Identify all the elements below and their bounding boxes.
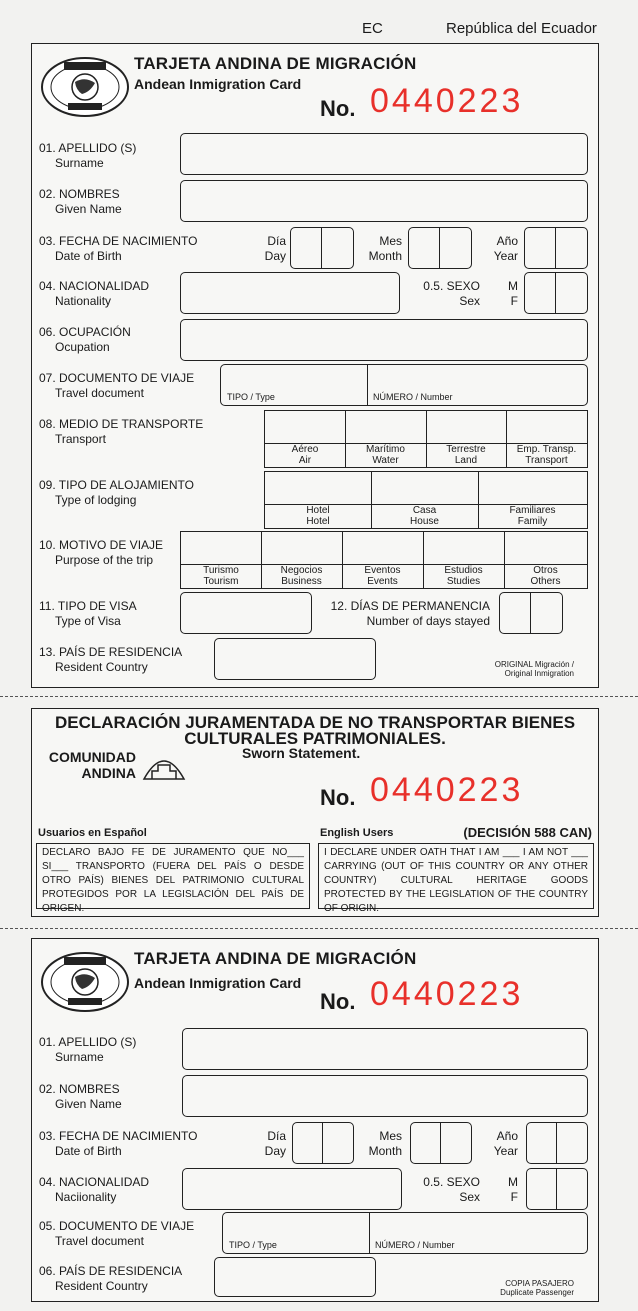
- card2-travel-doc-type-label: TIPO / Type: [229, 1240, 277, 1250]
- days-stayed-label: 12. DÍAS DE PERMANENCIA Number of days stayed: [330, 599, 490, 628]
- card-subtitle: Andean Inmigration Card: [134, 76, 302, 92]
- surname-label: 01. APELLIDO (S) Surname: [39, 141, 137, 170]
- purpose-business[interactable]: Negocios Business: [280, 565, 323, 587]
- perforation-line: [0, 696, 638, 697]
- given-name-label: 02. NOMBRES Given Name: [39, 187, 122, 216]
- card2-dob-day-field[interactable]: [292, 1122, 354, 1164]
- days-stayed-field[interactable]: [499, 592, 563, 634]
- lodging-options: [264, 471, 588, 529]
- card2-year-label: Año Year: [493, 1129, 518, 1158]
- travel-doc-type-label: TIPO / Type: [227, 392, 275, 402]
- andean-seal-logo: [40, 56, 130, 118]
- purpose-tourism[interactable]: Turismo Tourism: [203, 565, 239, 587]
- dob-year-field[interactable]: [524, 227, 588, 269]
- declaration-subtitle: Sworn Statement.: [242, 745, 361, 761]
- dob-month-field[interactable]: [408, 227, 472, 269]
- nationality-field[interactable]: [180, 272, 400, 314]
- card2-travel-doc-number-label: NÚMERO / Number: [375, 1240, 455, 1250]
- card2-sex-label: 0.5. SEXO Sex: [423, 1175, 480, 1204]
- card2-serial-number: 0440223: [370, 975, 524, 1013]
- card2-surname-field[interactable]: [182, 1028, 588, 1070]
- card2-travel-doc-field[interactable]: [222, 1212, 588, 1254]
- purpose-label: 10. MOTIVO DE VIAJE Purpose of the trip: [39, 538, 164, 567]
- declaration-number-label: No.: [320, 785, 356, 810]
- spanish-declaration-box[interactable]: [36, 843, 310, 914]
- card2-nationality-label: 04. NACIONALIDAD Naciionality: [39, 1175, 150, 1204]
- dob-label: 03. FECHA DE NACIMIENTO Date of Birth: [39, 234, 198, 263]
- travel-doc-label: 07. DOCUMENTO DE VIAJE Travel document: [39, 371, 195, 400]
- card2-travel-doc-label: 05. DOCUMENTO DE VIAJE Travel document: [39, 1219, 195, 1248]
- lodging-label: 09. TIPO DE ALOJAMIENTO Type of lodging: [39, 478, 194, 507]
- card2-given-name-field[interactable]: [182, 1075, 588, 1117]
- residence-field[interactable]: [214, 638, 376, 680]
- card2-surname-label: 01. APELLIDO (S) Surname: [39, 1035, 137, 1064]
- year-label: Año Year: [493, 234, 518, 263]
- purpose-events[interactable]: Eventos Events: [364, 565, 401, 587]
- perforation-line-2: [0, 928, 638, 929]
- english-declaration-text: I DECLARE UNDER OATH THAT I AM ___ I AM NOT ___ CARRYING (OUT OF THIS COUNTRY OR ANY OTHER COUNTRY) CULTURAL HERITAGE GOODS PROTECTED BY THE LEGISLATION OF THE COUNTRY OF ORIGIN.: [324, 847, 588, 914]
- migration-card-original: [31, 43, 599, 688]
- month-label: Mes Month: [368, 234, 402, 263]
- card2-title: TARJETA ANDINA DE MIGRACIÓN: [134, 949, 417, 968]
- transport-air[interactable]: Aéreo Air: [291, 444, 319, 466]
- english-users-header: English Users: [320, 827, 394, 839]
- spanish-declaration-text: DECLARO BAJO FE DE JURAMENTO QUE NO___ SI___ TRANSPORTO (FUERA DEL PAÍS O DESDE OTRO PAÍS) BIENES DEL PATRIMONIO CULTURAL PROTEGIDOS POR LA LEGISLACIÓN DEL PAÍS DE ORIGEN.: [42, 847, 304, 914]
- card-serial-number: 0440223: [370, 82, 524, 120]
- card2-nationality-field[interactable]: [182, 1168, 402, 1210]
- sex-label: 0.5. SEXO Sex: [423, 279, 480, 308]
- declaration-title: DECLARACIÓN JURAMENTADA DE NO TRANSPORTAR BIENES CULTURALES PATRIMONIALES.: [54, 713, 576, 748]
- declaration-serial-number: 0440223: [370, 771, 524, 809]
- andean-community-name: COMUNIDAD ANDINA: [48, 749, 136, 781]
- purpose-others[interactable]: Otros Others: [530, 565, 561, 587]
- copy-footer-duplicate: COPIA PASAJERO Duplicate Passenger: [500, 1279, 574, 1297]
- card2-number-label: No.: [320, 989, 356, 1014]
- card-title: TARJETA ANDINA DE MIGRACIÓN: [134, 54, 417, 73]
- card2-sex-field[interactable]: [526, 1168, 588, 1210]
- transport-company[interactable]: Emp. Transp. Transport: [516, 444, 577, 466]
- residence-label: 13. PAÍS DE RESIDENCIA Resident Country: [39, 645, 183, 674]
- transport-water[interactable]: Marítimo Water: [366, 444, 405, 466]
- transport-label: 08. MEDIO DE TRANSPORTE Transport: [39, 417, 204, 446]
- sex-field[interactable]: [524, 272, 588, 314]
- given-name-field[interactable]: [180, 180, 588, 222]
- card2-month-label: Mes Month: [368, 1129, 402, 1158]
- migration-card-duplicate: [31, 938, 599, 1302]
- transport-options: [264, 410, 588, 468]
- visa-field[interactable]: [180, 592, 312, 634]
- spanish-users-header: Usuarios en Español: [38, 827, 147, 839]
- country-name: República del Ecuador: [446, 20, 597, 37]
- card2-day-label: Día Day: [264, 1129, 286, 1158]
- andean-community-logo: [142, 751, 186, 781]
- card2-sex-mf-label: M F: [508, 1175, 518, 1204]
- nationality-label: 04. NACIONALIDAD Nationality: [39, 279, 150, 308]
- english-declaration-box[interactable]: [318, 843, 594, 914]
- card2-dob-year-field[interactable]: [526, 1122, 588, 1164]
- occupation-field[interactable]: [180, 319, 588, 361]
- visa-label: 11. TIPO DE VISA Type of Visa: [39, 599, 137, 628]
- travel-doc-field[interactable]: [220, 364, 588, 406]
- lodging-hotel[interactable]: Hotel Hotel: [306, 505, 330, 527]
- country-code: EC: [362, 20, 383, 37]
- day-label: Día Day: [264, 234, 286, 263]
- occupation-label: 06. OCUPACIÓN Ocupation: [39, 325, 131, 354]
- surname-field[interactable]: [180, 133, 588, 175]
- card2-dob-month-field[interactable]: [410, 1122, 472, 1164]
- andean-seal-logo-duplicate: [40, 951, 130, 1013]
- travel-doc-number-label: NÚMERO / Number: [373, 392, 453, 402]
- card2-given-name-label: 02. NOMBRES Given Name: [39, 1082, 122, 1111]
- copy-footer-original: ORIGINAL Migración / Original Inmigration: [494, 660, 574, 678]
- transport-land[interactable]: Terrestre Land: [446, 444, 486, 466]
- purpose-options: [180, 531, 588, 589]
- card2-dob-label: 03. FECHA DE NACIMIENTO Date of Birth: [39, 1129, 198, 1158]
- card2-subtitle: Andean Inmigration Card: [134, 975, 302, 991]
- card2-residence-field[interactable]: [214, 1257, 376, 1297]
- card2-residence-label: 06. PAÍS DE RESIDENCIA Resident Country: [39, 1264, 183, 1293]
- sex-mf-label: M F: [508, 279, 518, 308]
- dob-day-field[interactable]: [290, 227, 354, 269]
- decision-reference: (DECISIÓN 588 CAN): [463, 825, 592, 840]
- number-label: No.: [320, 96, 356, 121]
- lodging-family[interactable]: Familiares Family: [509, 505, 556, 527]
- purpose-studies[interactable]: Estudios Studies: [444, 565, 483, 587]
- sworn-statement-panel: [31, 708, 599, 917]
- lodging-house[interactable]: Casa House: [410, 505, 439, 527]
